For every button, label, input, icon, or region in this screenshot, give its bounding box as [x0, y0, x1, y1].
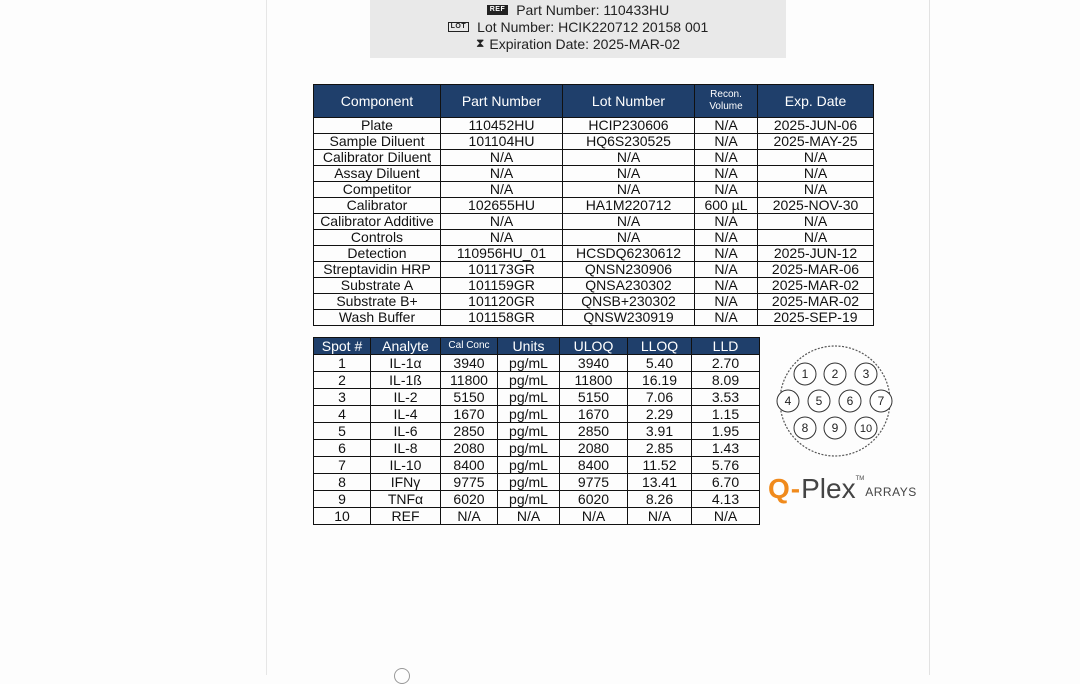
- table-cell: HCIP230606: [563, 118, 695, 134]
- table-cell: 110956HU_01: [441, 246, 563, 262]
- component-row: [314, 246, 874, 262]
- table-cell: Substrate B+: [314, 294, 441, 310]
- table-cell: 11800: [441, 372, 498, 389]
- table-cell: pg/mL: [498, 406, 560, 423]
- table-cell: Calibrator Diluent: [314, 150, 441, 166]
- lot-number-text: Lot Number: HCIK220712 20158 001: [477, 18, 709, 35]
- table-cell: pg/mL: [498, 389, 560, 406]
- table-cell: 16.19: [628, 372, 692, 389]
- qplex-arrays-logo: [768, 470, 917, 504]
- table-cell: 11.52: [628, 457, 692, 474]
- table-cell: 2.70: [692, 355, 760, 372]
- table-cell: Wash Buffer: [314, 310, 441, 326]
- table-cell: N/A: [695, 166, 758, 182]
- col-header-part-number: Part Number: [441, 85, 563, 118]
- table-cell: 8.26: [628, 491, 692, 508]
- table-cell: 9: [314, 491, 371, 508]
- logo-plex: Plex: [801, 473, 856, 504]
- table-cell: N/A: [563, 182, 695, 198]
- table-cell: 5150: [441, 389, 498, 406]
- table-cell: 2025-JUN-06: [758, 118, 874, 134]
- analyte-row: [314, 423, 760, 440]
- table-cell: N/A: [695, 294, 758, 310]
- table-cell: N/A: [695, 118, 758, 134]
- table-cell: N/A: [758, 150, 874, 166]
- table-cell: 7: [314, 457, 371, 474]
- table-cell: N/A: [695, 230, 758, 246]
- col-header-spot: Spot #: [314, 338, 371, 355]
- table-cell: TNFα: [371, 491, 441, 508]
- table-cell: N/A: [692, 508, 760, 525]
- spot-label: 3: [862, 367, 870, 381]
- table-cell: Competitor: [314, 182, 441, 198]
- table-cell: N/A: [560, 508, 628, 525]
- table-cell: 8400: [560, 457, 628, 474]
- analyte-row: [314, 491, 760, 508]
- table-cell: HCSDQ6230612: [563, 246, 695, 262]
- table-cell: N/A: [695, 214, 758, 230]
- table-cell: 600 µL: [695, 198, 758, 214]
- table-cell: N/A: [695, 150, 758, 166]
- table-cell: pg/mL: [498, 355, 560, 372]
- kit-info-header: [370, 0, 786, 58]
- table-cell: 2: [314, 372, 371, 389]
- component-row: [314, 214, 874, 230]
- table-cell: 1.43: [692, 440, 760, 457]
- table-cell: IL-2: [371, 389, 441, 406]
- spot-label: 6: [846, 394, 854, 408]
- table-cell: 101104HU: [441, 134, 563, 150]
- table-cell: 2080: [441, 440, 498, 457]
- col-header-units: Units: [498, 338, 560, 355]
- table-cell: 110452HU: [441, 118, 563, 134]
- page-edge-left: [266, 0, 267, 675]
- table-cell: 102655HU: [441, 198, 563, 214]
- table-cell: N/A: [441, 150, 563, 166]
- table-cell: pg/mL: [498, 440, 560, 457]
- components-header-row: [314, 85, 874, 118]
- table-cell: 8.09: [692, 372, 760, 389]
- table-cell: 7.06: [628, 389, 692, 406]
- table-cell: HQ6S230525: [563, 134, 695, 150]
- table-cell: Assay Diluent: [314, 166, 441, 182]
- page-edge-right: [929, 0, 930, 675]
- table-cell: 3.91: [628, 423, 692, 440]
- analyte-table: [313, 337, 760, 525]
- table-cell: 2025-JUN-12: [758, 246, 874, 262]
- component-row: [314, 310, 874, 326]
- table-cell: 6020: [441, 491, 498, 508]
- table-cell: Controls: [314, 230, 441, 246]
- table-cell: N/A: [628, 508, 692, 525]
- components-table: [313, 84, 874, 326]
- table-cell: Plate: [314, 118, 441, 134]
- col-header-component: Component: [314, 85, 441, 118]
- table-cell: 6020: [560, 491, 628, 508]
- table-cell: IL-6: [371, 423, 441, 440]
- table-cell: pg/mL: [498, 423, 560, 440]
- well-spot-map: [768, 340, 918, 458]
- component-row: [314, 150, 874, 166]
- spot-label: 9: [831, 421, 839, 435]
- table-cell: N/A: [563, 214, 695, 230]
- table-cell: 13.41: [628, 474, 692, 491]
- logo-dash: -: [790, 473, 801, 504]
- analyte-row: [314, 440, 760, 457]
- spot-label: 7: [877, 394, 885, 408]
- component-row: [314, 166, 874, 182]
- component-row: [314, 134, 874, 150]
- col-header-recon-volume: Recon. Volume: [695, 85, 758, 118]
- table-cell: pg/mL: [498, 474, 560, 491]
- logo-trademark: TM: [855, 476, 865, 482]
- table-cell: 1670: [560, 406, 628, 423]
- col-header-uloq: ULOQ: [560, 338, 628, 355]
- table-cell: 4.13: [692, 491, 760, 508]
- table-cell: Calibrator: [314, 198, 441, 214]
- col-header-lot-number: Lot Number: [563, 85, 695, 118]
- table-cell: N/A: [441, 182, 563, 198]
- table-cell: 1.15: [692, 406, 760, 423]
- table-cell: 4: [314, 406, 371, 423]
- table-cell: N/A: [695, 310, 758, 326]
- table-cell: N/A: [441, 166, 563, 182]
- table-cell: pg/mL: [498, 457, 560, 474]
- expiration-line: [370, 35, 786, 52]
- table-cell: 5150: [560, 389, 628, 406]
- col-header-exp-date: Exp. Date: [758, 85, 874, 118]
- analyte-row: [314, 389, 760, 406]
- col-header-cal-conc: Cal Conc: [441, 338, 498, 355]
- table-cell: 2025-MAY-25: [758, 134, 874, 150]
- table-cell: 1: [314, 355, 371, 372]
- table-cell: N/A: [695, 134, 758, 150]
- lot-symbol-icon: LOT: [448, 22, 470, 32]
- table-cell: 6.70: [692, 474, 760, 491]
- table-cell: 8400: [441, 457, 498, 474]
- table-cell: 101120GR: [441, 294, 563, 310]
- table-cell: IL-10: [371, 457, 441, 474]
- expiration-text: Expiration Date: 2025-MAR-02: [489, 35, 681, 52]
- component-row: [314, 182, 874, 198]
- col-header-lloq: LLOQ: [628, 338, 692, 355]
- table-cell: 2.29: [628, 406, 692, 423]
- table-cell: 101158GR: [441, 310, 563, 326]
- lot-number-line: [370, 18, 786, 35]
- table-cell: N/A: [441, 214, 563, 230]
- analyte-header-row: [314, 338, 760, 355]
- table-cell: N/A: [441, 230, 563, 246]
- analyte-row: [314, 406, 760, 423]
- spot-label: 1: [801, 367, 809, 381]
- table-cell: IFNγ: [371, 474, 441, 491]
- table-cell: QNSB+230302: [563, 294, 695, 310]
- table-cell: N/A: [758, 214, 874, 230]
- table-cell: 5.76: [692, 457, 760, 474]
- component-row: [314, 198, 874, 214]
- table-cell: 2080: [560, 440, 628, 457]
- table-cell: 6: [314, 440, 371, 457]
- component-row: [314, 118, 874, 134]
- hourglass-icon: ⧗: [475, 36, 485, 50]
- table-cell: QNSN230906: [563, 262, 695, 278]
- table-cell: 2025-SEP-19: [758, 310, 874, 326]
- table-cell: 2025-MAR-06: [758, 262, 874, 278]
- table-cell: N/A: [758, 166, 874, 182]
- component-row: [314, 230, 874, 246]
- table-cell: IL-1ß: [371, 372, 441, 389]
- table-cell: N/A: [563, 230, 695, 246]
- table-cell: N/A: [695, 262, 758, 278]
- table-cell: N/A: [563, 150, 695, 166]
- table-cell: 9775: [441, 474, 498, 491]
- table-cell: Substrate A: [314, 278, 441, 294]
- table-cell: N/A: [563, 166, 695, 182]
- table-cell: N/A: [695, 182, 758, 198]
- table-cell: 5.40: [628, 355, 692, 372]
- analyte-row: [314, 355, 760, 372]
- table-cell: IL-4: [371, 406, 441, 423]
- table-cell: 2025-NOV-30: [758, 198, 874, 214]
- table-cell: HA1M220712: [563, 198, 695, 214]
- table-cell: N/A: [758, 182, 874, 198]
- table-cell: 9775: [560, 474, 628, 491]
- analyte-row: [314, 372, 760, 389]
- table-cell: 3940: [560, 355, 628, 372]
- table-cell: 10: [314, 508, 371, 525]
- component-row: [314, 294, 874, 310]
- table-cell: Sample Diluent: [314, 134, 441, 150]
- table-cell: QNSW230919: [563, 310, 695, 326]
- analyte-row: [314, 474, 760, 491]
- component-row: [314, 278, 874, 294]
- table-cell: 2850: [560, 423, 628, 440]
- table-cell: 3.53: [692, 389, 760, 406]
- table-cell: 1.95: [692, 423, 760, 440]
- analyte-row: [314, 457, 760, 474]
- table-cell: Streptavidin HRP: [314, 262, 441, 278]
- table-cell: 101159GR: [441, 278, 563, 294]
- footer-circle-icon: [394, 668, 410, 684]
- part-number-text: Part Number: 110433HU: [516, 1, 670, 18]
- spot-label: 10: [859, 423, 873, 435]
- table-cell: 8: [314, 474, 371, 491]
- table-cell: 2025-MAR-02: [758, 278, 874, 294]
- col-header-lld: LLD: [692, 338, 760, 355]
- table-cell: IL-8: [371, 440, 441, 457]
- logo-arrays: ARRAYS: [865, 485, 917, 499]
- logo-q: Q: [768, 473, 790, 504]
- table-cell: REF: [371, 508, 441, 525]
- table-cell: Calibrator Additive: [314, 214, 441, 230]
- analyte-row: [314, 508, 760, 525]
- table-cell: 3: [314, 389, 371, 406]
- table-cell: 2025-MAR-02: [758, 294, 874, 310]
- component-row: [314, 262, 874, 278]
- table-cell: QNSA230302: [563, 278, 695, 294]
- table-cell: N/A: [695, 278, 758, 294]
- spot-label: 5: [815, 394, 823, 408]
- table-cell: 11800: [560, 372, 628, 389]
- table-cell: 2.85: [628, 440, 692, 457]
- table-cell: 2850: [441, 423, 498, 440]
- ref-symbol-icon: REF: [487, 5, 509, 15]
- spot-label: 2: [831, 367, 839, 381]
- spot-label: 4: [784, 394, 792, 408]
- table-cell: N/A: [695, 246, 758, 262]
- table-cell: 1670: [441, 406, 498, 423]
- table-cell: pg/mL: [498, 491, 560, 508]
- table-cell: N/A: [498, 508, 560, 525]
- table-cell: pg/mL: [498, 372, 560, 389]
- table-cell: Detection: [314, 246, 441, 262]
- table-cell: 101173GR: [441, 262, 563, 278]
- table-cell: 5: [314, 423, 371, 440]
- table-cell: IL-1α: [371, 355, 441, 372]
- spot-label: 8: [801, 421, 809, 435]
- table-cell: 3940: [441, 355, 498, 372]
- table-cell: N/A: [758, 230, 874, 246]
- table-cell: N/A: [441, 508, 498, 525]
- col-header-analyte: Analyte: [371, 338, 441, 355]
- part-number-line: [370, 1, 786, 18]
